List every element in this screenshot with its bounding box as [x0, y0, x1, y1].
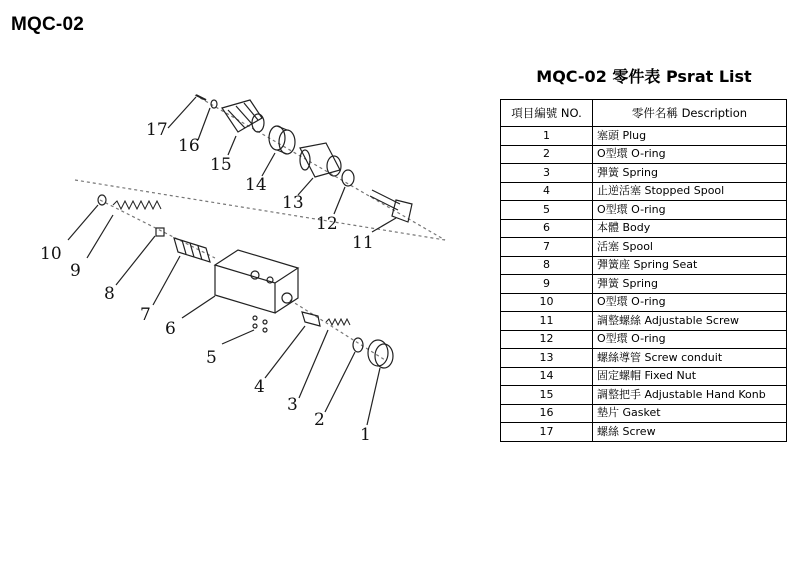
row-description: 彈簧座 Spring Seat	[593, 256, 787, 275]
row-no: 1	[501, 127, 593, 146]
row-no: 5	[501, 201, 593, 220]
part-3-spring	[326, 319, 350, 325]
part-6-body	[215, 250, 298, 313]
row-no: 9	[501, 275, 593, 294]
row-description: 塞頭 Plug	[593, 127, 787, 146]
row-description: 調整把手 Adjustable Hand Konb	[593, 386, 787, 405]
parts-list-title: MQC-02 零件表 Psrat List	[536, 67, 752, 86]
table-row	[501, 367, 787, 386]
part-1-plug	[368, 340, 393, 368]
callout-6: 6	[165, 319, 176, 339]
part-17-screw	[196, 95, 206, 100]
row-no: 14	[501, 367, 593, 386]
table-row	[501, 256, 787, 275]
table-row	[501, 275, 787, 294]
row-description: 彈簧 Spring	[593, 275, 787, 294]
table-row	[501, 386, 787, 405]
row-description: 彈簧 Spring	[593, 164, 787, 183]
callout-10: 10	[40, 244, 62, 264]
table-row	[501, 330, 787, 349]
parts-list-table	[500, 99, 787, 442]
table-row	[501, 404, 787, 423]
row-description: 墊片 Gasket	[593, 404, 787, 423]
table-row	[501, 349, 787, 368]
table-row	[501, 312, 787, 331]
row-no: 6	[501, 219, 593, 238]
part-14-nut	[269, 126, 295, 154]
callout-3: 3	[287, 395, 298, 415]
part-11-adjustable-screw	[370, 190, 412, 222]
part-15-knob	[222, 100, 264, 132]
header-description: 零件名稱 Description	[593, 100, 787, 127]
row-no: 16	[501, 404, 593, 423]
callout-1: 1	[360, 425, 371, 445]
row-no: 7	[501, 238, 593, 257]
table-row	[501, 164, 787, 183]
part-7-spool	[174, 238, 210, 262]
part-9-spring	[113, 201, 161, 209]
page-title: MQC-02	[11, 14, 84, 35]
row-description: O型環 O-ring	[593, 145, 787, 164]
row-no: 3	[501, 164, 593, 183]
row-description: O型環 O-ring	[593, 330, 787, 349]
table-row	[501, 238, 787, 257]
row-no: 2	[501, 145, 593, 164]
callout-5: 5	[206, 348, 217, 368]
table-row	[501, 423, 787, 442]
row-description: O型環 O-ring	[593, 201, 787, 220]
part-5-orings	[253, 316, 267, 332]
table-header-row	[501, 100, 787, 127]
callout-14: 14	[245, 175, 267, 195]
callout-12: 12	[316, 214, 338, 234]
callout-17: 17	[146, 120, 168, 140]
row-no: 8	[501, 256, 593, 275]
row-description: O型環 O-ring	[593, 293, 787, 312]
row-description: 止逆活塞 Stopped Spool	[593, 182, 787, 201]
row-description: 螺絲 Screw	[593, 423, 787, 442]
row-no: 15	[501, 386, 593, 405]
row-description: 螺絲導管 Screw conduit	[593, 349, 787, 368]
callout-11: 11	[352, 233, 374, 253]
callout-2: 2	[314, 410, 325, 430]
header-no: 項目編號 NO.	[501, 100, 593, 127]
row-description: 本體 Body	[593, 219, 787, 238]
row-description: 固定螺帽 Fixed Nut	[593, 367, 787, 386]
table-row	[501, 182, 787, 201]
exploded-view-diagram	[0, 60, 490, 480]
callout-8: 8	[104, 284, 115, 304]
part-4-stopped-spool	[302, 312, 320, 326]
row-no: 17	[501, 423, 593, 442]
table-row	[501, 219, 787, 238]
row-no: 10	[501, 293, 593, 312]
callout-4: 4	[254, 377, 265, 397]
table-row	[501, 127, 787, 146]
callout-15: 15	[210, 155, 232, 175]
row-no: 11	[501, 312, 593, 331]
table-row	[501, 201, 787, 220]
row-description: 調整螺絲 Adjustable Screw	[593, 312, 787, 331]
row-description: 活塞 Spool	[593, 238, 787, 257]
table-row	[501, 145, 787, 164]
callout-9: 9	[70, 261, 81, 281]
table-row	[501, 293, 787, 312]
callout-13: 13	[282, 193, 304, 213]
row-no: 4	[501, 182, 593, 201]
callout-16: 16	[178, 136, 200, 156]
callout-7: 7	[140, 305, 151, 325]
row-no: 13	[501, 349, 593, 368]
row-no: 12	[501, 330, 593, 349]
part-13-conduit	[300, 143, 341, 177]
